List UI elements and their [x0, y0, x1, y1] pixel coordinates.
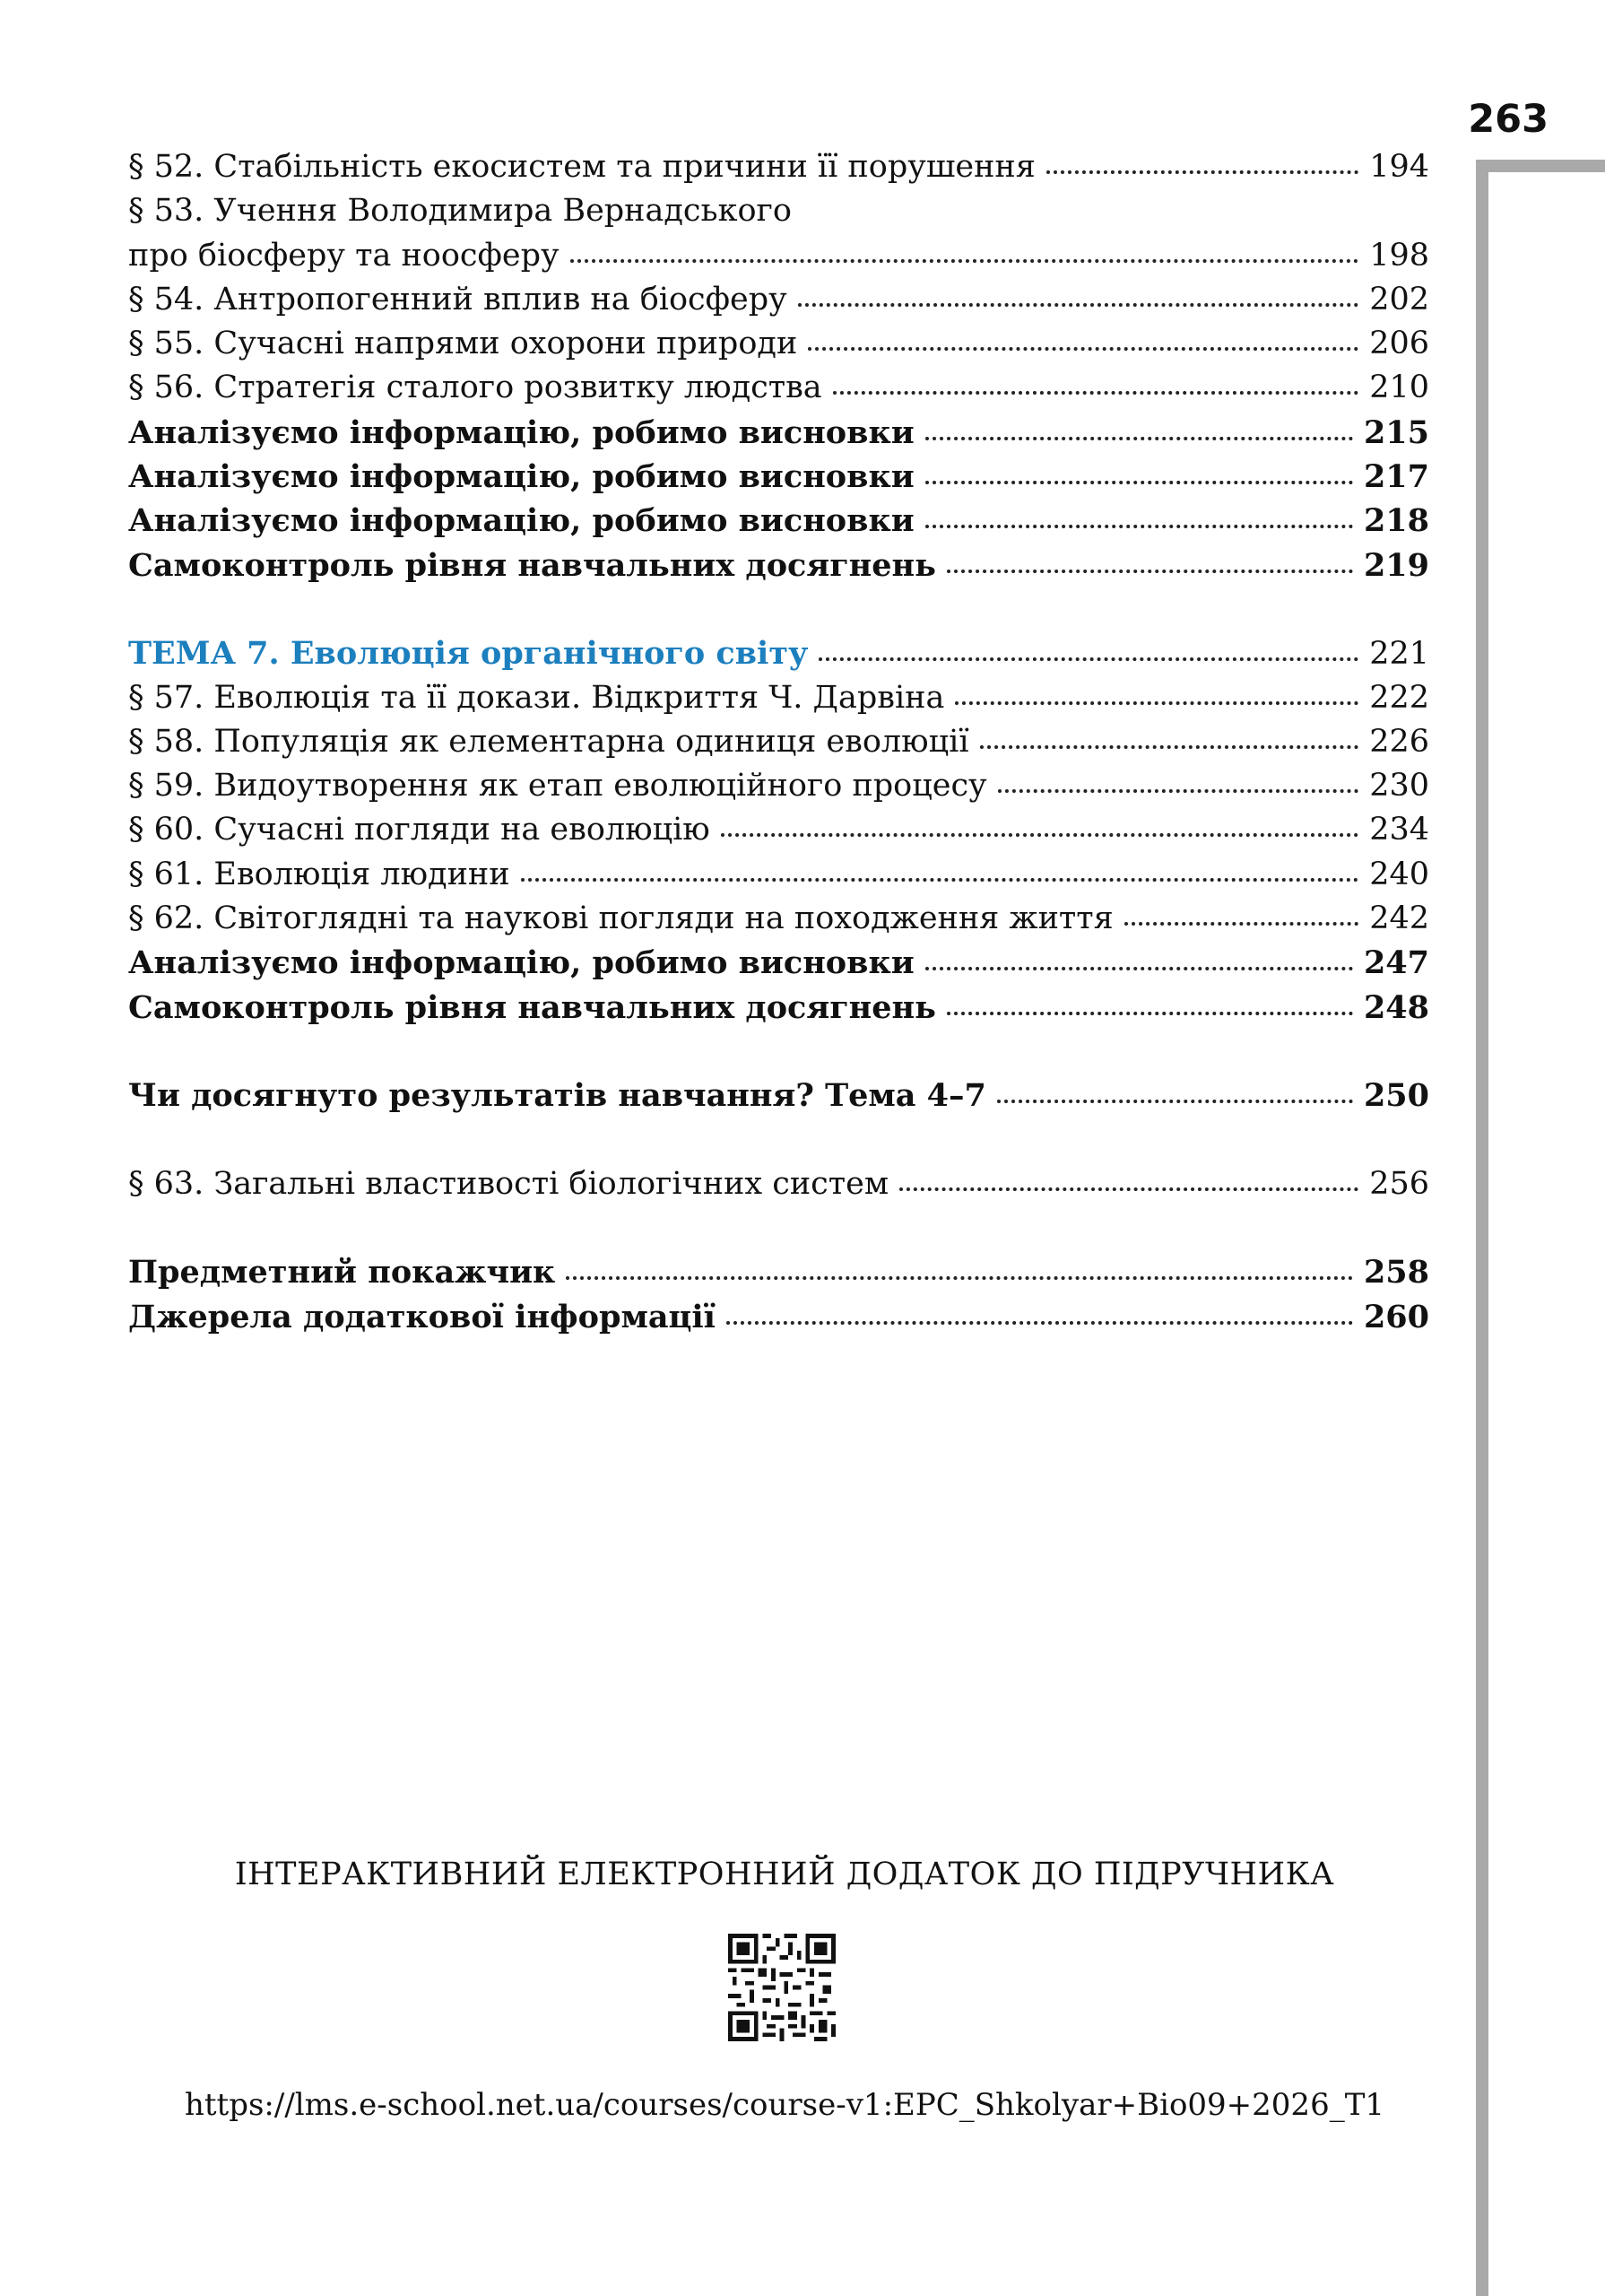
toc-entry[interactable] [128, 941, 1429, 985]
toc-entry-title: § 54. Антропогенний вплив на біосферу [128, 281, 787, 317]
dot-leader [947, 570, 1353, 573]
toc-entry[interactable] [128, 366, 1429, 410]
toc-entry-page: 210 [1369, 370, 1429, 406]
toc-entry[interactable] [128, 720, 1429, 764]
dot-leader [955, 701, 1358, 705]
toc-entry[interactable] [128, 853, 1429, 897]
toc-entry-title: Самоконтроль рівня навчальних досягнень [128, 546, 936, 584]
toc-entry[interactable] [128, 234, 1429, 278]
toc-entry-page: 258 [1363, 1254, 1429, 1292]
toc-entry-page: 218 [1363, 502, 1429, 540]
toc-entry-page: 226 [1369, 723, 1429, 760]
dot-leader [726, 1321, 1353, 1325]
toc-entry-page: 260 [1363, 1298, 1429, 1335]
toc-entry[interactable] [128, 322, 1429, 366]
toc-entry-title: про біосферу та ноосферу [128, 237, 560, 274]
toc-entry-title: § 59. Видоутворення як етап еволюційного процесу [128, 768, 987, 804]
toc-entry-title: § 63. Загальні властивості біологічних систем [128, 1165, 889, 1202]
toc-entry-title: § 52. Стабільність екосистем та причини її порушення [128, 149, 1036, 185]
toc-entry-page: 247 [1363, 944, 1429, 982]
toc-entry[interactable] [128, 676, 1429, 720]
toc-entry[interactable] [128, 411, 1429, 455]
page-edge-bar-top [1476, 160, 1605, 172]
toc-entry[interactable] [128, 145, 1429, 189]
toc-entry[interactable] [128, 764, 1429, 808]
toc-spacer [128, 587, 1429, 631]
footer-title: ІНТЕРАКТИВНИЙ ЕЛЕКТРОННИЙ ДОДАТОК ДО ПІДРУЧНИКА [234, 1857, 1335, 1892]
toc-entry-title: Самоконтроль рівня навчальних досягнень [128, 988, 936, 1026]
toc-entry-title: § 61. Еволюція людини [128, 856, 510, 892]
dot-leader [819, 657, 1358, 661]
toc-entry[interactable] [128, 455, 1429, 499]
toc-entry-title: Чи досягнуто результатів навчання? Тема 4–7 [128, 1077, 986, 1115]
toc-spacer [128, 1030, 1429, 1074]
toc-section-heading[interactable] [128, 631, 1429, 675]
toc-entry-page: 202 [1369, 281, 1429, 317]
toc-entry[interactable] [128, 544, 1429, 587]
toc-entry-title: Джерела додаткової інформації [128, 1298, 716, 1335]
dot-leader [1046, 170, 1358, 174]
toc-entry[interactable] [128, 808, 1429, 852]
toc-entry-page: 242 [1369, 900, 1429, 937]
toc-entry-title: § 57. Еволюція та її докази. Відкриття Ч. Дарвіна [128, 679, 945, 716]
toc-entry[interactable] [128, 1162, 1429, 1206]
toc-entry-page: 206 [1369, 326, 1429, 362]
toc-entry-page: 215 [1363, 413, 1429, 451]
toc-entry-page: 234 [1369, 812, 1429, 848]
dot-leader [721, 833, 1358, 837]
dot-leader [798, 303, 1358, 307]
dot-leader [521, 878, 1359, 882]
toc-entry-title: § 55. Сучасні напрями охорони природи [128, 326, 798, 362]
toc-spacer [128, 1206, 1429, 1250]
toc-entry-page: 250 [1363, 1077, 1429, 1115]
toc-entry[interactable] [128, 499, 1429, 543]
toc-entry-page: 194 [1369, 149, 1429, 185]
toc-entry-page: 219 [1363, 546, 1429, 584]
dot-leader [833, 391, 1359, 395]
dot-leader [1124, 922, 1358, 926]
page-number: 263 [1468, 97, 1549, 142]
toc-entry-title: ТЕМА 7. Еволюція органічного світу [128, 635, 809, 673]
dot-leader [925, 481, 1353, 484]
table-of-contents [128, 145, 1429, 1339]
dot-leader [566, 1276, 1353, 1280]
toc-entry-page: 217 [1363, 458, 1429, 496]
toc-entry[interactable] [128, 1295, 1429, 1339]
dot-leader [925, 437, 1353, 440]
toc-entry[interactable] [128, 1074, 1429, 1118]
toc-entry-title: Аналізуємо інформацію, робимо висновки [128, 944, 915, 982]
toc-entry[interactable] [128, 1250, 1429, 1294]
toc-entry-page: 248 [1363, 988, 1429, 1026]
toc-entry-title: § 53. Учення Володимира Вернадського [128, 193, 792, 230]
toc-entry-title: Аналізуємо інформацію, робимо висновки [128, 502, 915, 540]
dot-leader [997, 1100, 1353, 1103]
toc-entry-page: 230 [1369, 768, 1429, 804]
toc-entry-title: § 58. Популяція як елементарна одиниця еволюції [128, 723, 969, 760]
dot-leader [925, 967, 1353, 970]
dot-leader [980, 745, 1359, 749]
toc-spacer [128, 1118, 1429, 1162]
dot-leader [947, 1012, 1353, 1015]
dot-leader [899, 1187, 1358, 1191]
toc-entry-page: 198 [1369, 237, 1429, 274]
dot-leader [925, 525, 1353, 528]
toc-entry-title: § 62. Світоглядні та наукові погляди на походження життя [128, 900, 1114, 937]
dot-leader [570, 259, 1359, 263]
toc-entry-page: 221 [1369, 636, 1429, 673]
dot-leader [808, 347, 1358, 351]
toc-entry-title: Предметний покажчик [128, 1254, 556, 1292]
course-url-link[interactable]: https://lms.e-school.net.ua/courses/course-v1:EPC_Shkolyar+Bio09+2026_T1 [184, 2087, 1385, 2123]
toc-entry[interactable] [128, 986, 1429, 1030]
toc-entry-title: Аналізуємо інформацію, робимо висновки [128, 458, 915, 496]
toc-entry-page: 222 [1369, 679, 1429, 716]
page-edge-bar [1476, 160, 1488, 2296]
toc-entry-title: § 56. Стратегія сталого розвитку людства [128, 370, 822, 406]
toc-entry[interactable] [128, 278, 1429, 322]
qr-code-icon[interactable] [728, 1934, 836, 2041]
toc-entry-page: 240 [1369, 856, 1429, 892]
toc-entry-title: Аналізуємо інформацію, робимо висновки [128, 413, 915, 451]
toc-entry[interactable] [128, 897, 1429, 941]
toc-entry-title: § 60. Сучасні погляди на еволюцію [128, 812, 710, 848]
toc-entry-page: 256 [1369, 1165, 1429, 1202]
dot-leader [998, 789, 1359, 793]
